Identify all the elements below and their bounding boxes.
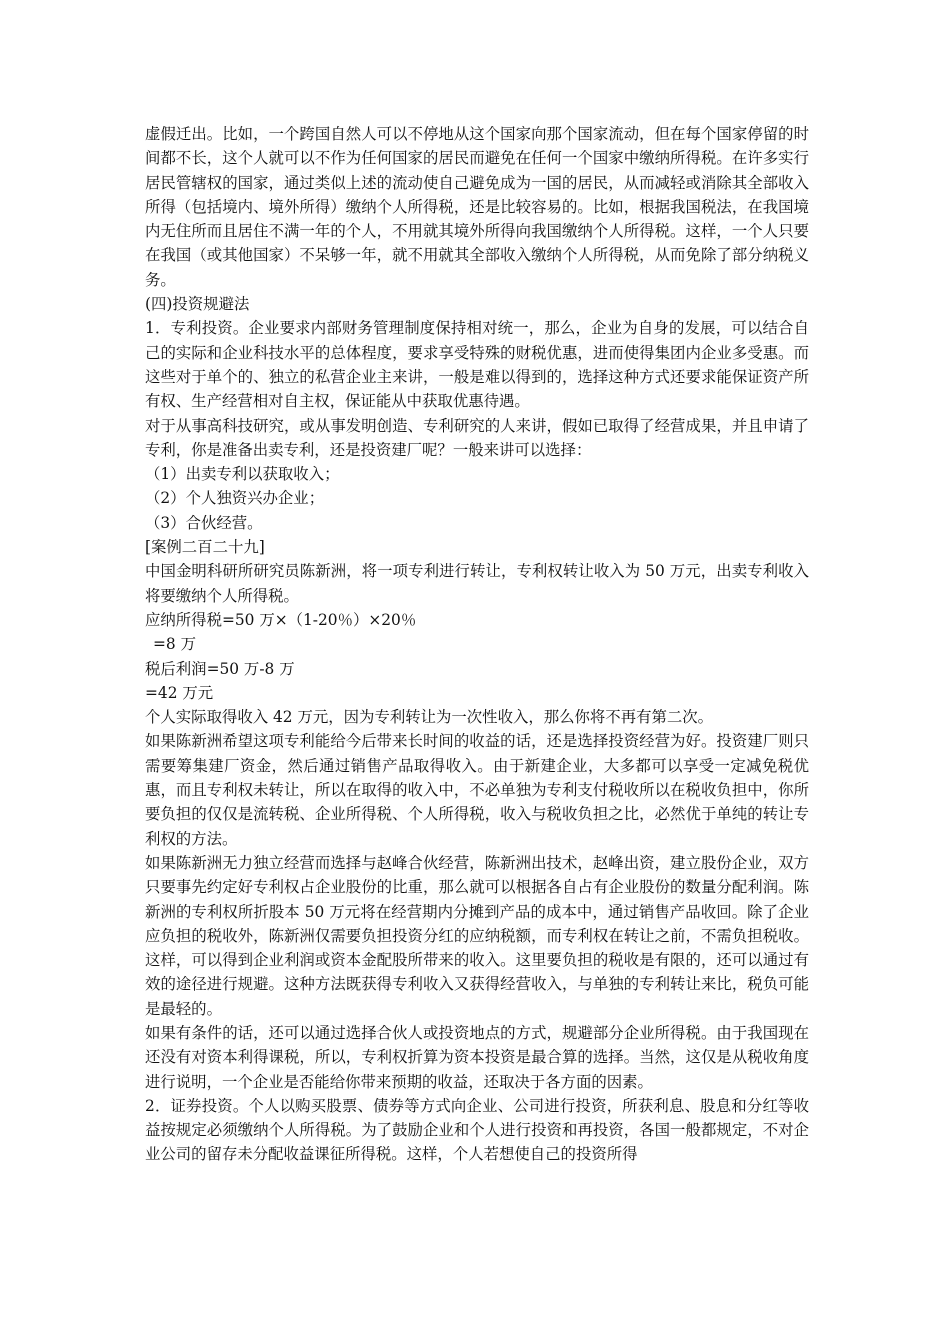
section-heading: (四)投资规避法 <box>145 295 250 314</box>
list-item: （3）合伙经营。 <box>145 513 263 532</box>
paragraph: 2．证券投资。个人以购买股票、债券等方式向企业、公司进行投资，所获利息、股息和分红等收益按规定必须缴纳个人所得税。为了鼓励企业和个人进行投资和再投资，各国一般都规定，不对企业公司的留存未分配收益课征所得税。这样，个人若想使自己的投资所得 <box>145 1096 809 1164</box>
formula-line: =42 万元 <box>145 683 214 702</box>
paragraph: 如果陈新洲无力独立经营而选择与赵峰合伙经营，陈新洲出技术，赵峰出资，建立股份企业，双方只要事先约定好专利权占企业股份的比重，那么就可以根据各自占有企业股份的数量分配利润。陈新洲的专利权所折股本 50 万元将在经营期内分摊到产品的成本中，通过销售产品收回。除了企业应负担的税收外，陈新洲仅需要负担投资分红的应纳税额，而专利权在转让之前，不需负担税收。这样，可以得到企业利润或资本金配股所带来的收入。这里要负担的税收是有限的，还可以通过有效的途径进行规避。这种方法既获得专利收入又获得经营收入，与单独的专利转让来比，税负可能是最轻的。 <box>145 853 809 1018</box>
formula-line: 应纳所得税=50 万×（1-20％）×20％ <box>145 610 417 629</box>
list-item: （2）个人独资兴办企业； <box>145 489 325 508</box>
paragraph: 虚假迁出。比如，一个跨国自然人可以不停地从这个国家向那个国家流动，但在每个国家停留的时间都不长，这个人就可以不作为任何国家的居民而避免在任何一个国家中缴纳所得税。在许多实行居民管辖权的国家，通过类似上述的流动使自己避免成为一国的居民，从而减轻或消除其全部收入所得（包括境内、境外所得）缴纳个人所得税，还是比较容易的。比如，根据我国税法，在我国境内无住所而且居住不满一年的个人，不用就其境外所得向我国缴纳个人所得税。这样，一个人只要在我国（或其他国家）不呆够一年，就不用就其全部收入缴纳个人所得税，从而免除了部分纳税义务。 <box>145 125 809 289</box>
paragraph: 中国金明科研所研究员陈新洲，将一项专利进行转让，专利权转让收入为 50 万元，出卖专利收入将要缴纳个人所得税。 <box>145 562 809 605</box>
paragraph: 1．专利投资。企业要求内部财务管理制度保持相对统一，那么，企业为自身的发展，可以结合自己的实际和企业科技水平的总体程度，要求享受特殊的财税优惠，进而使得集团内企业多受惠。而这些对于单个的、独立的私营企业主来讲，一般是难以得到的，选择这种方式还要求能保证资产所有权、生产经营相对自主权，保证能从中获取优惠待遇。 <box>145 319 809 411</box>
list-item: （1）出卖专利以获取收入； <box>145 465 340 484</box>
paragraph: 如果有条件的话，还可以通过选择合伙人或投资地点的方式，规避部分企业所得税。由于我国现在还没有对资本利得课税，所以，专利权折算为资本投资是最合算的选择。当然，这仅是从税收角度进行说明，一个企业是否能给你带来预期的收益，还取决于各方面的因素。 <box>145 1023 809 1091</box>
formula-line: 税后利润=50 万-8 万 <box>145 659 295 678</box>
formula-line: =8 万 <box>153 635 196 654</box>
paragraph: 对于从事高科技研究，或从事发明创造、专利研究的人来讲，假如已取得了经营成果，并且申请了专利，你是准备出卖专利，还是投资建厂呢？一般来讲可以选择： <box>145 416 809 459</box>
document-page <box>145 122 809 1167</box>
paragraph: 如果陈新洲希望这项专利能给今后带来长时间的收益的话，还是选择投资经营为好。投资建厂则只需要筹集建厂资金，然后通过销售产品取得收入。由于新建企业，大多都可以享受一定减免税优惠，而且专利权未转让，所以在取得的收入中，不必单独为专利支付税收所以在税收负担中，你所要负担的仅仅是流转税、企业所得税、个人所得税，收入与税收负担之比，必然优于单纯的转让专利权的方法。 <box>145 732 809 848</box>
paragraph: 个人实际取得收入 42 万元，因为专利转让为一次性收入，那么你将不再有第二次。 <box>145 708 714 727</box>
case-heading: [案例二百二十九] <box>145 538 265 557</box>
